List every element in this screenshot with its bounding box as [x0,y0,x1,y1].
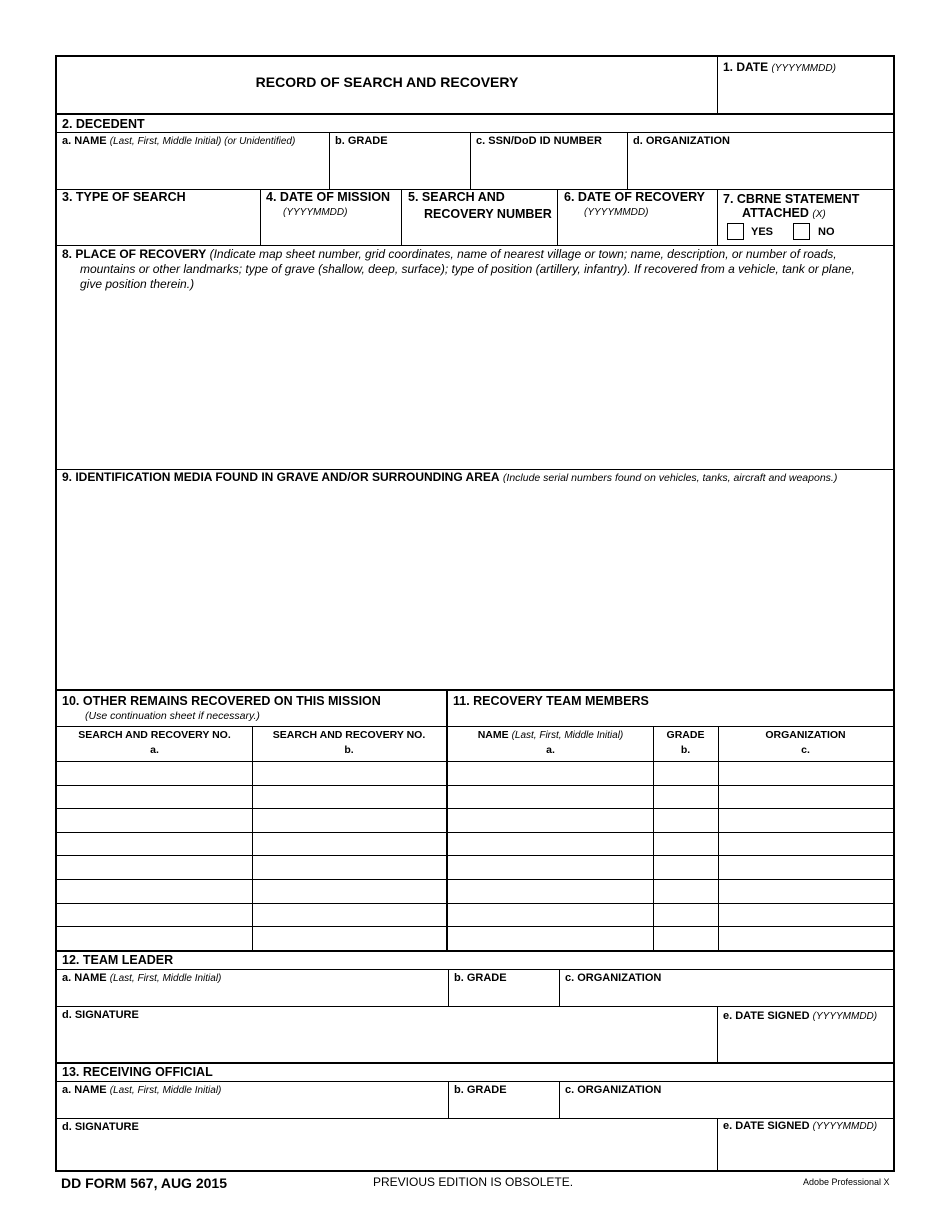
form-number: DD FORM 567, AUG 2015 [61,1175,227,1191]
sr-number-label-1: 5. SEARCH AND [408,190,505,204]
team-name-cell[interactable] [449,762,652,784]
receiving-grade-field[interactable] [449,1097,558,1117]
sr-no-a-cell[interactable] [58,833,251,855]
col-header-organization: ORGANIZATION c. [765,729,846,756]
team-name-cell[interactable] [449,833,652,855]
date-of-mission-field[interactable] [261,221,399,243]
decedent-org-field[interactable] [628,149,893,187]
receiving-date-field[interactable] [718,1134,893,1170]
team-grade-cell[interactable] [654,786,717,808]
date-of-recovery-hint: (YYYYMMDD) [584,207,649,218]
date-field[interactable] [719,75,893,111]
cbrne-no-label: NO [818,226,835,238]
col-header-sr-b: SEARCH AND RECOVERY NO. b. [272,729,426,756]
team-org-cell[interactable] [719,927,892,949]
team-grade-cell[interactable] [654,880,717,902]
decedent-grade-label: b. GRADE [335,135,388,147]
team-leader-signature-field[interactable] [58,1022,716,1060]
team-leader-date-field[interactable] [718,1024,893,1060]
sr-no-b-cell[interactable] [253,904,445,926]
identification-media-field[interactable] [58,487,892,687]
sr-no-a-cell[interactable] [58,762,251,784]
sr-no-b-cell[interactable] [253,927,445,949]
form-title: RECORD OF SEARCH AND RECOVERY [255,74,519,90]
team-leader-grade-field[interactable] [449,985,558,1005]
receiving-signature-field[interactable] [58,1134,716,1170]
team-leader-org-label: c. ORGANIZATION [565,972,662,984]
sr-no-a-cell[interactable] [58,856,251,878]
team-name-cell[interactable] [449,809,652,831]
edition-notice: PREVIOUS EDITION IS OBSOLETE. [373,1175,574,1189]
cbrne-no-checkbox[interactable] [793,223,810,240]
team-grade-cell[interactable] [654,809,717,831]
other-remains-hint: (Use continuation sheet if necessary.) [85,710,260,722]
col-header-name: NAME (Last, First, Middle Initial) a. [477,729,624,756]
sr-no-b-cell[interactable] [253,809,445,831]
sr-no-a-cell[interactable] [58,927,251,949]
team-name-cell[interactable] [449,856,652,878]
team-name-cell[interactable] [449,927,652,949]
sr-number-label-2: RECOVERY NUMBER [424,207,552,221]
sr-number-field[interactable] [402,223,556,243]
decedent-name-field[interactable] [58,149,328,187]
type-of-search-label: 3. TYPE OF SEARCH [62,190,186,204]
software-note: Adobe Professional X [803,1177,890,1187]
team-name-cell[interactable] [449,904,652,926]
date-of-mission-label: 4. DATE OF MISSION [266,190,391,204]
receiving-grade-label: b. GRADE [454,1084,507,1096]
team-leader-signature-label: d. SIGNATURE [62,1009,139,1021]
col-header-sr-a: SEARCH AND RECOVERY NO. a. [78,729,231,756]
sr-no-b-cell[interactable] [253,856,445,878]
sr-no-b-cell[interactable] [253,833,445,855]
team-grade-cell[interactable] [654,856,717,878]
cbrne-label-2: ATTACHED (X) [742,206,826,220]
section-decedent: 2. DECEDENT [62,117,145,131]
team-name-cell[interactable] [449,786,652,808]
sr-no-a-cell[interactable] [58,809,251,831]
decedent-ssn-field[interactable] [471,149,626,187]
team-org-cell[interactable] [719,904,892,926]
decedent-grade-field[interactable] [330,149,469,187]
team-org-cell[interactable] [719,809,892,831]
team-leader-name-field[interactable] [58,985,446,1005]
team-org-cell[interactable] [719,786,892,808]
col-header-grade: GRADE b. [666,729,705,756]
sr-no-b-cell[interactable] [253,762,445,784]
team-org-cell[interactable] [719,833,892,855]
team-leader-grade-label: b. GRADE [454,972,507,984]
team-org-cell[interactable] [719,880,892,902]
place-of-recovery-field[interactable] [58,295,892,467]
team-grade-cell[interactable] [654,762,717,784]
place-of-recovery-label: 8. PLACE OF RECOVERY (Indicate map sheet number, grid coordinates, name of nearest village or town; name, description, or number of roads, mountains or other landmarks; type of grave (shallow, deep, surface); type of position (artillery, infantry). If recovered from a vehicle, tank or plane, give position therein.) [62,247,855,291]
receiving-org-field[interactable] [560,1097,893,1117]
cbrne-yes-checkbox[interactable] [727,223,744,240]
receiving-org-label: c. ORGANIZATION [565,1084,662,1096]
date-of-mission-hint: (YYYYMMDD) [283,207,348,218]
decedent-org-label: d. ORGANIZATION [633,135,730,147]
team-org-cell[interactable] [719,856,892,878]
decedent-ssn-label: c. SSN/DoD ID NUMBER [476,135,602,147]
cbrne-yes-label: YES [751,226,774,238]
form-container [55,55,895,1172]
decedent-name-label: a. NAME (Last, First, Middle Initial) (or Unidentified) [62,135,296,147]
other-remains-label: 10. OTHER REMAINS RECOVERED ON THIS MISSION [62,694,381,708]
date-of-recovery-label: 6. DATE OF RECOVERY [564,190,705,204]
section-team-leader: 12. TEAM LEADER [62,953,174,967]
date-of-recovery-field[interactable] [558,221,716,243]
type-of-search-field[interactable] [58,207,258,242]
receiving-date-label: e. DATE SIGNED (YYYYMMDD) [723,1120,878,1132]
sr-no-a-cell[interactable] [58,904,251,926]
team-grade-cell[interactable] [654,833,717,855]
sr-no-b-cell[interactable] [253,880,445,902]
team-leader-date-label: e. DATE SIGNED (YYYYMMDD) [723,1010,878,1022]
sr-no-b-cell[interactable] [253,786,445,808]
team-grade-cell[interactable] [654,927,717,949]
receiving-name-label: a. NAME (Last, First, Middle Initial) [62,1084,222,1096]
team-grade-cell[interactable] [654,904,717,926]
sr-no-a-cell[interactable] [58,786,251,808]
team-org-cell[interactable] [719,762,892,784]
cbrne-label-1: 7. CBRNE STATEMENT [723,192,860,206]
sr-no-a-cell[interactable] [58,880,251,902]
team-leader-org-field[interactable] [560,985,893,1005]
recovery-team-label: 11. RECOVERY TEAM MEMBERS [453,694,649,708]
team-name-cell[interactable] [449,880,652,902]
section-receiving-official: 13. RECEIVING OFFICIAL [62,1065,213,1079]
receiving-name-field[interactable] [58,1097,446,1117]
receiving-signature-label: d. SIGNATURE [62,1121,139,1133]
identification-media-label: 9. IDENTIFICATION MEDIA FOUND IN GRAVE AND/OR SURROUNDING AREA (Include serial numbers found on vehicles, tanks, aircraft and weapons.) [62,470,838,484]
team-leader-name-label: a. NAME (Last, First, Middle Initial) [62,972,222,984]
date-label: 1. DATE (YYYYMMDD) [723,60,836,74]
